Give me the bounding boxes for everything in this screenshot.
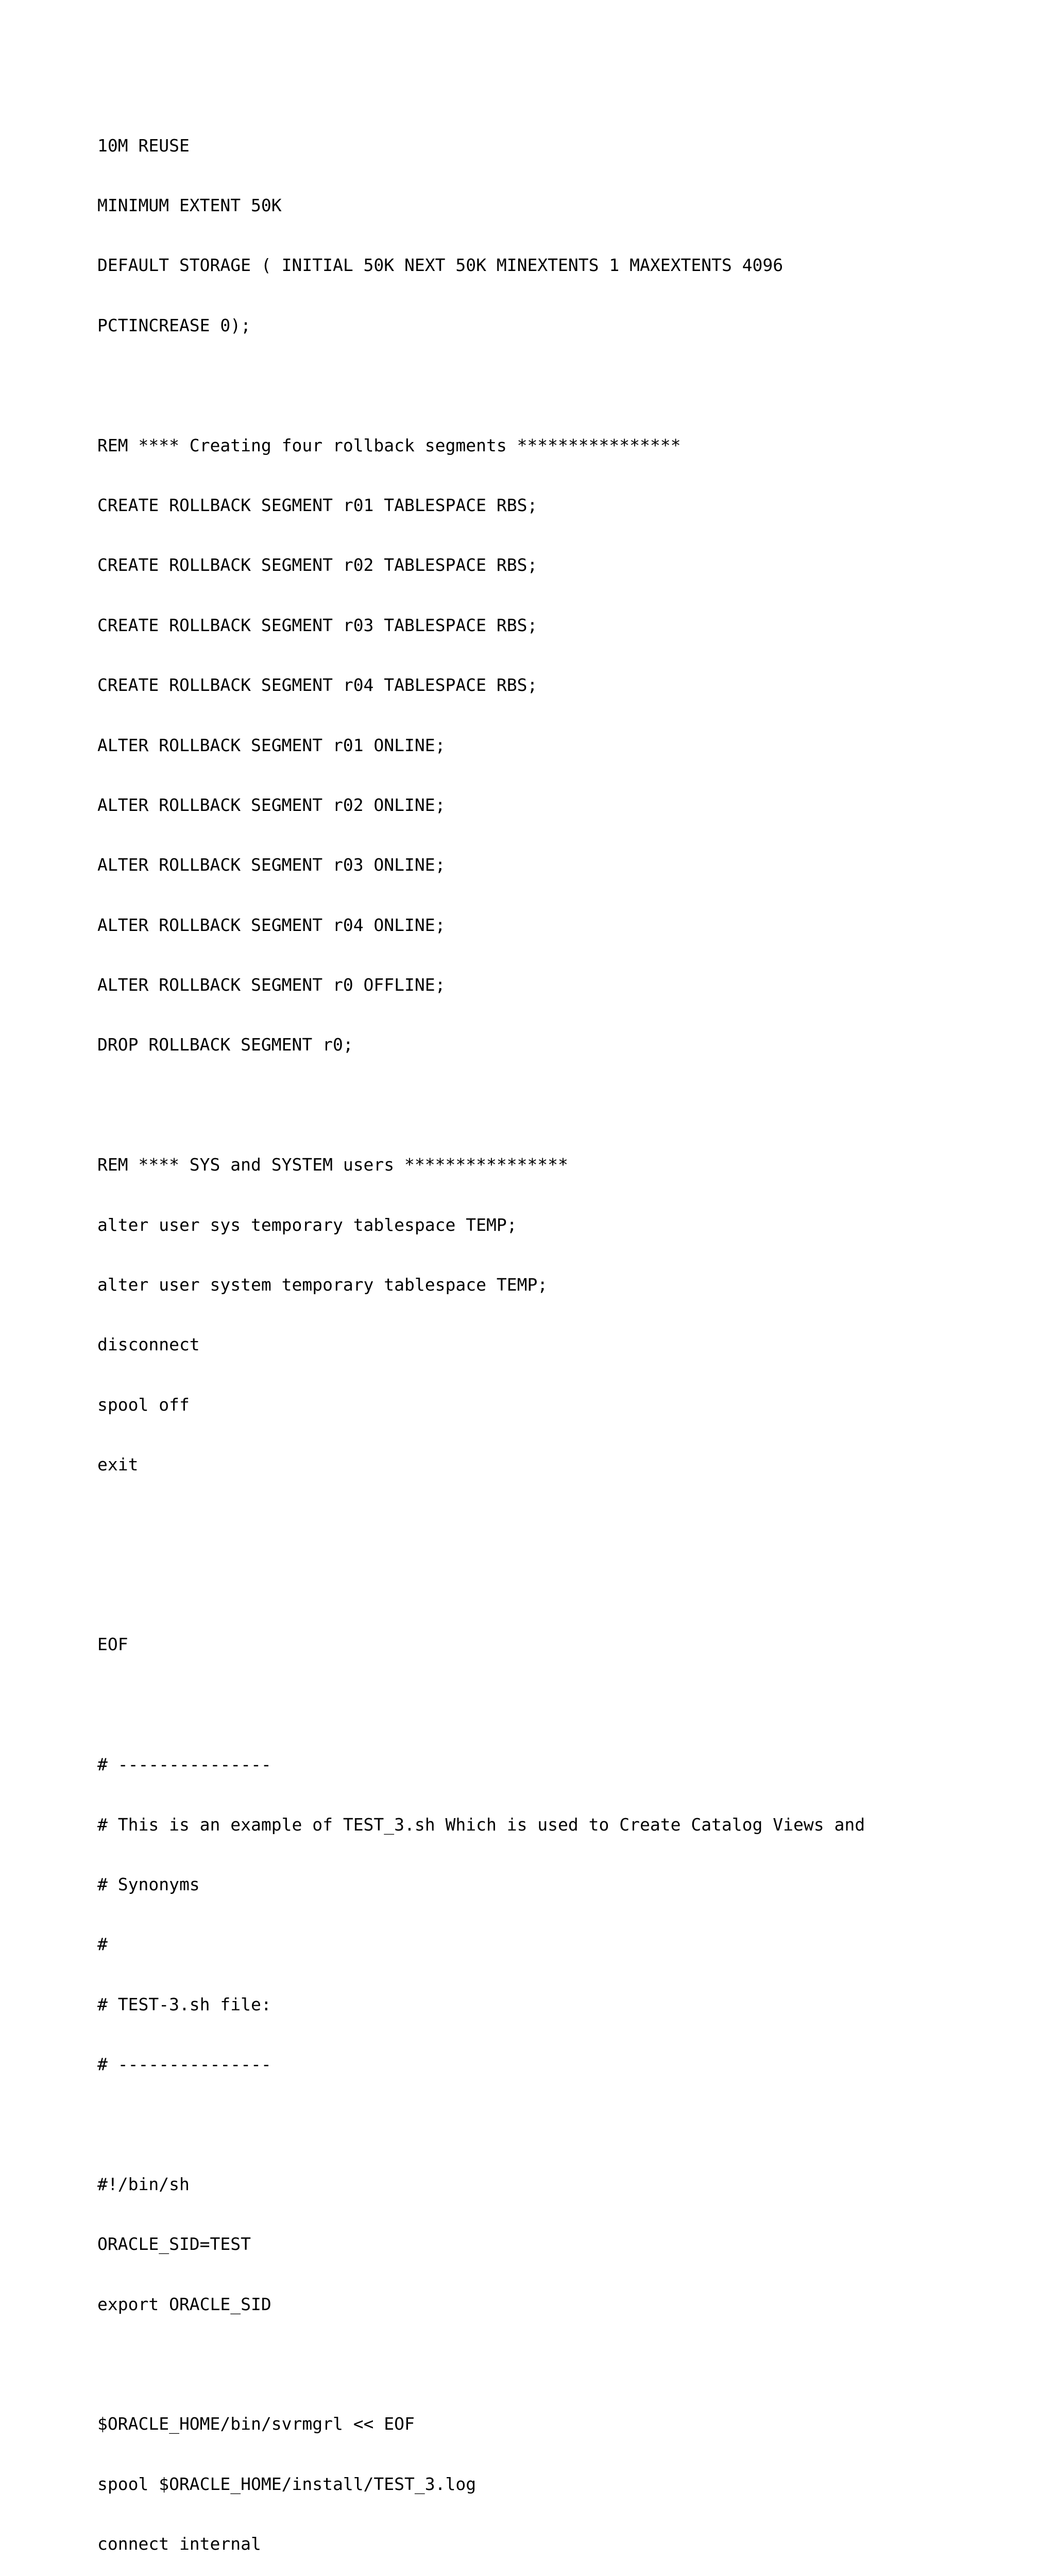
- code-line: exit: [97, 1454, 139, 1475]
- code-line: #!/bin/sh: [97, 2174, 190, 2194]
- blank-line: [97, 1515, 865, 1535]
- blank-line: [97, 2354, 865, 2375]
- code-line: ALTER ROLLBACK SEGMENT r03 ONLINE;: [97, 855, 446, 875]
- blank-line: [97, 2114, 865, 2134]
- blank-line: [97, 1575, 865, 1595]
- code-line: MINIMUM EXTENT 50K: [97, 195, 282, 215]
- code-line: CREATE ROLLBACK SEGMENT r01 TABLESPACE RBS;: [97, 495, 538, 515]
- eof-marker: EOF: [97, 1634, 128, 1655]
- code-line: DROP ROLLBACK SEGMENT r0;: [97, 1035, 353, 1055]
- comment-line: # ---------------: [97, 2054, 271, 2075]
- comment-line: # ---------------: [97, 1754, 271, 1775]
- script-listing: [97, 96, 865, 2576]
- code-line: PCTINCREASE 0);: [97, 315, 251, 335]
- code-line: alter user sys temporary tablespace TEMP;: [97, 1214, 517, 1235]
- code-line: 10M REUSE: [97, 135, 190, 156]
- comment-line: REM **** Creating four rollback segments ****************: [97, 435, 681, 455]
- code-line: alter user system temporary tablespace TEMP;: [97, 1275, 548, 1295]
- blank-line: [97, 1095, 865, 1115]
- code-line: ALTER ROLLBACK SEGMENT r01 ONLINE;: [97, 735, 446, 755]
- comment-line: # Synonyms: [97, 1874, 200, 1894]
- code-line: spool off: [97, 1394, 190, 1415]
- code-line: ALTER ROLLBACK SEGMENT r0 OFFLINE;: [97, 975, 446, 995]
- blank-line: [97, 376, 865, 396]
- blank-line: [97, 1695, 865, 1715]
- code-line: ALTER ROLLBACK SEGMENT r04 ONLINE;: [97, 914, 446, 935]
- code-line: CREATE ROLLBACK SEGMENT r04 TABLESPACE RBS;: [97, 675, 538, 696]
- code-line: CREATE ROLLBACK SEGMENT r02 TABLESPACE RBS;: [97, 555, 538, 575]
- comment-line: # This is an example of TEST_3.sh Which is used to Create Catalog Views and: [97, 1814, 865, 1835]
- code-line: spool $ORACLE_HOME/install/TEST_3.log: [97, 2473, 477, 2494]
- code-line: DEFAULT STORAGE ( INITIAL 50K NEXT 50K MINEXTENTS 1 MAXEXTENTS 4096: [97, 255, 784, 276]
- code-line: connect internal: [97, 2534, 261, 2554]
- code-line: ALTER ROLLBACK SEGMENT r02 ONLINE;: [97, 794, 446, 815]
- code-line: disconnect: [97, 1334, 200, 1355]
- code-line: $ORACLE_HOME/bin/svrmgrl << EOF: [97, 2414, 415, 2434]
- comment-line: #: [97, 1934, 108, 1955]
- code-line: export ORACLE_SID: [97, 2294, 271, 2314]
- code-line: CREATE ROLLBACK SEGMENT r03 TABLESPACE RBS;: [97, 615, 538, 635]
- code-line: ORACLE_SID=TEST: [97, 2234, 251, 2255]
- comment-line: # TEST-3.sh file:: [97, 1994, 271, 2014]
- comment-line: REM **** SYS and SYSTEM users ****************: [97, 1155, 568, 1175]
